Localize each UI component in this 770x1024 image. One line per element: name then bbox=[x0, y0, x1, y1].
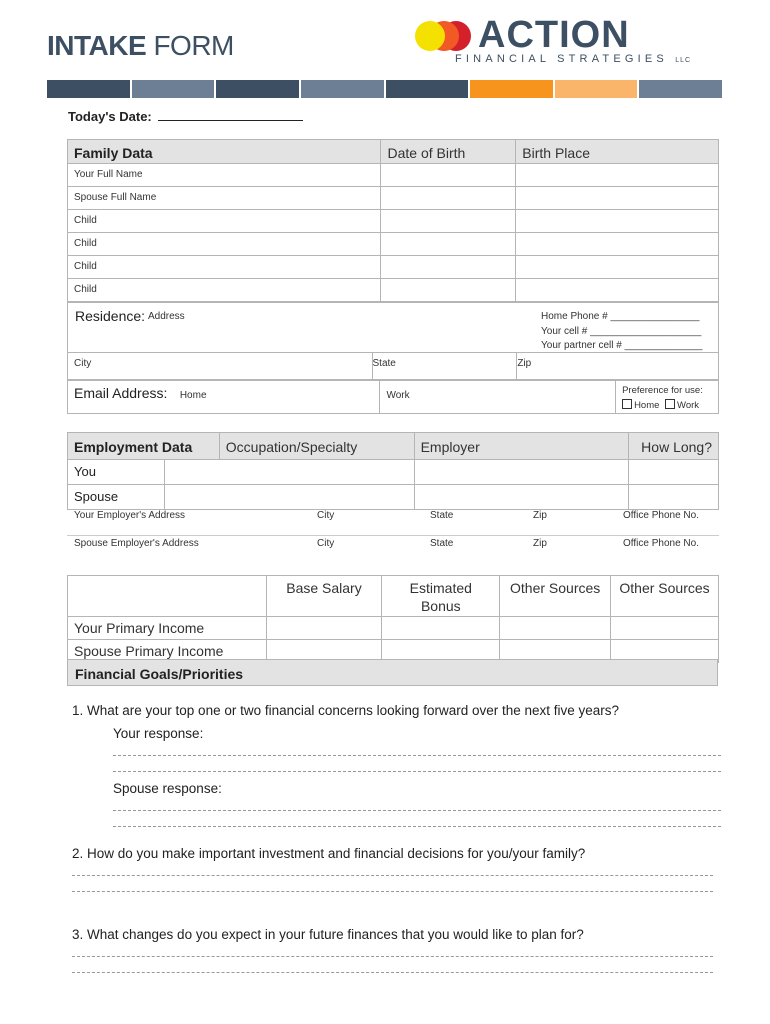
name-field[interactable] bbox=[68, 210, 381, 233]
stripe bbox=[47, 80, 130, 98]
email-label: Email Address: bbox=[74, 385, 168, 401]
q2-line-2[interactable] bbox=[72, 891, 713, 892]
dob-header: Date of Birth bbox=[387, 145, 466, 161]
name-field[interactable] bbox=[68, 279, 381, 302]
logo-sub-text: FINANCIAL STRATEGIES bbox=[455, 53, 668, 65]
state-field[interactable] bbox=[372, 353, 517, 380]
preference-options bbox=[622, 399, 712, 411]
state-label: State bbox=[372, 358, 396, 369]
employer-header-cell bbox=[414, 433, 629, 460]
residence-table bbox=[67, 302, 719, 380]
income-col-header bbox=[500, 576, 611, 617]
address-field[interactable] bbox=[68, 303, 719, 353]
spouse-label-cell bbox=[68, 485, 165, 510]
how-long-header: How Long? bbox=[641, 439, 712, 455]
question-2: 2. How do you make important investment and financial decisions for you/your family? bbox=[72, 846, 586, 861]
birthplace-field[interactable] bbox=[516, 256, 719, 279]
cell-field[interactable]: Your cell # ____________________ bbox=[541, 326, 702, 337]
spouse-label: Spouse bbox=[74, 489, 119, 504]
your-employer-address-field[interactable]: Your Employer's Address bbox=[74, 510, 186, 521]
family-data-table bbox=[67, 139, 719, 302]
you-how-long-field[interactable] bbox=[629, 460, 719, 485]
preference-cell bbox=[616, 381, 719, 414]
todays-date-label: Today's Date: bbox=[68, 109, 152, 124]
row-label: Spouse Full Name bbox=[74, 192, 157, 203]
stripe bbox=[216, 80, 299, 98]
employment-header-cell bbox=[68, 433, 220, 460]
spouse-employer-field[interactable] bbox=[414, 485, 629, 510]
spouse-employer-address-field[interactable]: Spouse Employer's Address bbox=[74, 538, 199, 549]
income-col-header bbox=[611, 576, 719, 617]
employer-header: Employer bbox=[420, 439, 480, 455]
office-phone-label: Office Phone No. bbox=[623, 510, 699, 521]
employer-address-block bbox=[67, 507, 719, 563]
dob-header-cell bbox=[381, 140, 516, 164]
birthplace-field[interactable] bbox=[516, 233, 719, 256]
stripe bbox=[639, 80, 722, 98]
stripe bbox=[555, 80, 638, 98]
your-response-label: Your response: bbox=[113, 726, 204, 741]
birthplace-field[interactable] bbox=[516, 187, 719, 210]
birthplace-header-cell bbox=[516, 140, 719, 164]
work-email-field[interactable] bbox=[380, 381, 616, 414]
work-option-label: Work bbox=[677, 400, 700, 411]
family-header-cell bbox=[68, 140, 381, 164]
q1-your-line-2[interactable] bbox=[113, 771, 721, 772]
question-3: 3. What changes do you expect in your future finances that you would like to plan for? bbox=[72, 927, 584, 942]
dob-field[interactable] bbox=[381, 187, 516, 210]
row-label: Child bbox=[74, 238, 97, 249]
city-field[interactable] bbox=[68, 353, 373, 380]
birthplace-field[interactable] bbox=[516, 164, 719, 187]
logo-circle-yellow bbox=[415, 21, 445, 51]
title-bold: INTAKE bbox=[47, 30, 147, 61]
dob-field[interactable] bbox=[381, 256, 516, 279]
form-title bbox=[47, 30, 234, 62]
email-table bbox=[67, 380, 719, 414]
birthplace-field[interactable] bbox=[516, 279, 719, 302]
spouse-office-phone-label: Office Phone No. bbox=[623, 538, 699, 549]
todays-date-field[interactable] bbox=[158, 108, 303, 121]
family-header: Family Data bbox=[74, 145, 153, 161]
zip-label: Zip bbox=[517, 358, 532, 369]
stripe bbox=[470, 80, 553, 98]
income-field[interactable] bbox=[266, 617, 382, 640]
name-field[interactable] bbox=[68, 233, 381, 256]
income-col-header bbox=[382, 576, 500, 617]
occupation-header: Occupation/Specialty bbox=[225, 439, 358, 455]
stripe bbox=[132, 80, 215, 98]
residence-label: Residence: bbox=[75, 308, 146, 324]
income-blank-header bbox=[68, 576, 267, 617]
dob-field[interactable] bbox=[381, 164, 516, 187]
income-table bbox=[67, 575, 719, 663]
row-label: Your Full Name bbox=[74, 169, 143, 180]
dob-field[interactable] bbox=[381, 233, 516, 256]
q1-your-line-1[interactable] bbox=[113, 755, 721, 756]
logo-circles-icon bbox=[414, 20, 474, 52]
preference-label: Preference for use: bbox=[622, 385, 703, 396]
home-phone-field[interactable]: Home Phone # ________________ bbox=[541, 311, 700, 322]
your-primary-income-label: Your Primary Income bbox=[74, 620, 205, 636]
other-sources-header: Other Sources bbox=[510, 580, 601, 596]
employer-state-label: State bbox=[430, 510, 454, 521]
zip-field[interactable] bbox=[517, 353, 719, 380]
partner-cell-field[interactable]: Your partner cell # ______________ bbox=[541, 340, 703, 351]
employer-zip-label: Zip bbox=[533, 510, 547, 521]
spouse-occupation-field[interactable] bbox=[164, 485, 414, 510]
you-label-cell bbox=[68, 460, 165, 485]
todays-date bbox=[68, 108, 303, 124]
you-employer-field[interactable] bbox=[414, 460, 629, 485]
base-salary-header: Base Salary bbox=[286, 580, 362, 596]
question-1: 1. What are your top one or two financial concerns looking forward over the next five years? bbox=[72, 703, 620, 718]
email-home-label: Home bbox=[179, 390, 207, 401]
you-label: You bbox=[74, 464, 96, 479]
work-checkbox[interactable] bbox=[665, 399, 675, 409]
income-field[interactable] bbox=[382, 617, 500, 640]
row-label: Child bbox=[74, 261, 97, 272]
occupation-header-cell bbox=[219, 433, 414, 460]
city-label: City bbox=[74, 358, 92, 369]
q2-line-1[interactable] bbox=[72, 875, 713, 876]
income-field[interactable] bbox=[500, 617, 611, 640]
logo-wordmark: ACTION bbox=[478, 14, 630, 56]
home-option-label: Home bbox=[634, 400, 660, 411]
income-field[interactable] bbox=[611, 617, 719, 640]
birthplace-header: Birth Place bbox=[522, 145, 590, 161]
goals-header: Financial Goals/Priorities bbox=[67, 659, 718, 686]
home-checkbox[interactable] bbox=[622, 399, 632, 409]
logo-llc: LLC bbox=[675, 57, 692, 64]
name-field[interactable] bbox=[68, 256, 381, 279]
title-light: FORM bbox=[153, 30, 234, 61]
spouse-how-long-field[interactable] bbox=[629, 485, 719, 510]
q3-line-2[interactable] bbox=[72, 972, 713, 973]
estimated-bonus-header: Estimated Bonus bbox=[409, 580, 472, 614]
home-email-field[interactable] bbox=[68, 381, 380, 414]
how-long-header-cell bbox=[629, 433, 719, 460]
spouse-employer-state-label: State bbox=[430, 538, 454, 549]
employer-city-label: City bbox=[317, 510, 335, 521]
income-row-label-cell bbox=[68, 617, 267, 640]
birthplace-field[interactable] bbox=[516, 210, 719, 233]
q1-spouse-line-1[interactable] bbox=[113, 810, 721, 811]
name-field[interactable] bbox=[68, 187, 381, 210]
email-work-label: Work bbox=[386, 390, 410, 401]
employment-header: Employment Data bbox=[74, 439, 193, 455]
employment-table bbox=[67, 432, 719, 510]
name-field[interactable] bbox=[68, 164, 381, 187]
spouse-employer-zip-label: Zip bbox=[533, 538, 547, 549]
row-label: Child bbox=[74, 215, 97, 226]
color-stripes bbox=[47, 80, 722, 98]
dob-field[interactable] bbox=[381, 210, 516, 233]
row-label: Child bbox=[74, 284, 97, 295]
stripe bbox=[386, 80, 469, 98]
spouse-primary-income-label: Spouse Primary Income bbox=[74, 643, 224, 659]
spouse-response-label: Spouse response: bbox=[113, 781, 222, 796]
q1-spouse-line-2[interactable] bbox=[113, 826, 721, 827]
address-label: Address bbox=[148, 311, 185, 322]
other-sources-header-2: Other Sources bbox=[619, 580, 710, 596]
logo-subtitle bbox=[455, 53, 691, 65]
income-col-header bbox=[266, 576, 382, 617]
q3-line-1[interactable] bbox=[72, 956, 713, 957]
you-occupation-field[interactable] bbox=[164, 460, 414, 485]
stripe bbox=[301, 80, 384, 98]
spouse-employer-city-label: City bbox=[317, 538, 335, 549]
dob-field[interactable] bbox=[381, 279, 516, 302]
